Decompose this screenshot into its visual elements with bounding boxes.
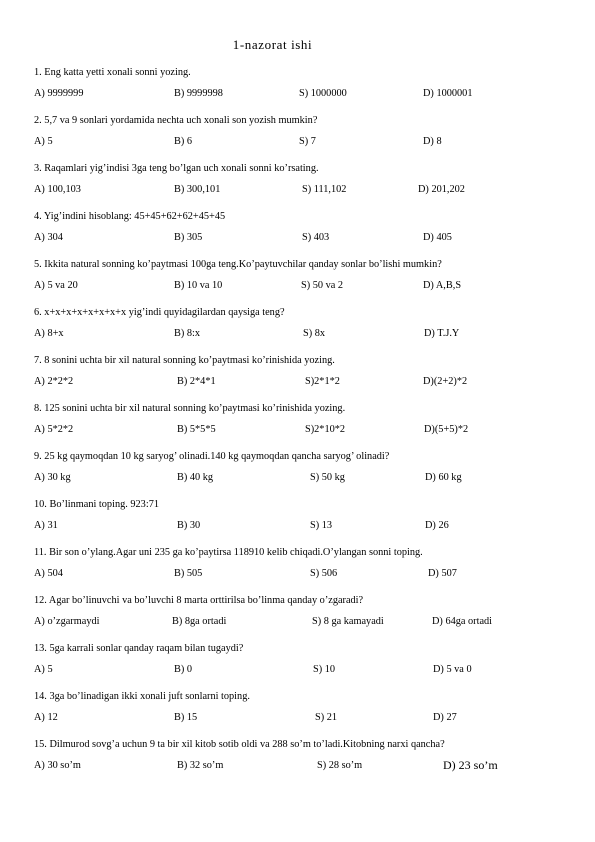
answer-option: A) 30 so’m	[34, 760, 81, 771]
answer-option: S) 13	[310, 520, 333, 531]
answer-option: A) 5	[34, 136, 53, 147]
answer-option: S) 8x	[303, 328, 326, 339]
answer-options	[0, 376, 595, 388]
answer-option: D) 23 so’m	[443, 758, 498, 772]
answer-option: D) 5 va 0	[433, 664, 472, 675]
answer-option: D) 26	[425, 520, 449, 531]
question-text: 8. 125 sonini uchta bir xil natural sonning ko’paytmasi ko’rinishida yozing.	[34, 403, 346, 414]
answer-option: D) 27	[433, 712, 457, 723]
answer-options	[0, 616, 595, 628]
answer-option: A) 304	[34, 232, 63, 243]
answer-option: A) 2*2*2	[34, 376, 74, 387]
question-text: 11. Bir son o’ylang.Agar uni 235 ga ko’paytirsa 118910 kelib chiqadi.O’ylangan sonni toping.	[34, 547, 423, 558]
answer-option: S) 28 so’m	[317, 760, 363, 771]
answer-options	[0, 328, 595, 340]
answer-option: B) 6	[174, 136, 193, 147]
answer-option: D)(5+5)*2	[424, 424, 469, 435]
answer-option: B) 300,101	[174, 184, 221, 195]
answer-option: B) 30	[177, 520, 201, 531]
answer-option: D) 507	[428, 568, 457, 579]
answer-options	[0, 520, 595, 532]
answer-option: S)2*10*2	[305, 424, 346, 435]
question-text: 5. Ikkita natural sonning ko’paytmasi 100ga teng.Ko’paytuvchilar qanday sonlar bo’lishi mumkin?	[34, 259, 442, 270]
answer-option: A) 100,103	[34, 184, 81, 195]
question-text: 7. 8 sonini uchta bir xil natural sonning ko’paytmasi ko’rinishida yozing.	[34, 355, 335, 366]
answer-options	[0, 184, 595, 196]
answer-options	[0, 472, 595, 484]
answer-options	[0, 280, 595, 292]
question-text: 1. Eng katta yetti xonali sonni yozing.	[34, 67, 191, 78]
question-text: 4. Yig’indini hisoblang: 45+45+62+62+45+45	[34, 211, 226, 222]
answer-option: S) 7	[299, 136, 316, 147]
answer-option: A) 5*2*2	[34, 424, 74, 435]
answer-option: A) 504	[34, 568, 63, 579]
answer-option: B) 5*5*5	[177, 424, 216, 435]
question-text: 15. Dilmurod sovg’a uchun 9 ta bir xil kitob sotib oldi va 288 so’m to’ladi.Kitobning narxi qancha?	[34, 739, 445, 750]
answer-options	[0, 568, 595, 580]
answer-option: A) 5 va 20	[34, 280, 78, 291]
answer-option: A) 9999999	[34, 88, 84, 99]
answer-options	[0, 760, 595, 772]
question-text: 3. Raqamlari yig’indisi 3ga teng bo’lgan uch xonali sonni ko’rsating.	[34, 163, 319, 174]
answer-option: B) 8ga ortadi	[172, 616, 227, 627]
question-text: 2. 5,7 va 9 sonlari yordamida nechta uch xonali son yozish mumkin?	[34, 115, 318, 126]
answer-option: A) 5	[34, 664, 53, 675]
answer-option: S)2*1*2	[305, 376, 340, 387]
answer-options	[0, 88, 595, 100]
question-text: 10. Bo’linmani toping. 923:71	[34, 499, 159, 510]
answer-option: D) 405	[423, 232, 452, 243]
answer-option: B) 0	[174, 664, 193, 675]
answer-option: D)(2+2)*2	[423, 376, 468, 387]
answer-option: S) 50 kg	[310, 472, 345, 483]
answer-options	[0, 712, 595, 724]
question-text: 14. 3ga bo’linadigan ikki xonali juft sonlarni toping.	[34, 691, 250, 702]
page-title: 1-nazorat ishi	[232, 37, 313, 52]
answer-option: S) 50 va 2	[301, 280, 344, 291]
answer-options	[0, 424, 595, 436]
answer-option: S) 403	[302, 232, 330, 243]
question-text: 9. 25 kg qaymoqdan 10 kg saryog’ olinadi.140 kg qaymoqdan qancha saryog’ olinadi?	[34, 451, 390, 462]
question-text: 13. 5ga karrali sonlar qanday raqam bilan tugaydi?	[34, 643, 244, 654]
answer-option: S) 1000000	[299, 88, 347, 99]
answer-option: B) 305	[174, 232, 203, 243]
answer-option: D) 8	[423, 136, 442, 147]
answer-option: D) 64ga ortadi	[432, 616, 493, 627]
answer-option: A) o’zgarmaydi	[34, 616, 100, 627]
answer-option: B) 8:x	[174, 328, 201, 339]
answer-option: D) 201,202	[418, 184, 465, 195]
answer-options	[0, 664, 595, 676]
answer-option: S) 8 ga kamayadi	[312, 616, 384, 627]
answer-option: D) 1000001	[423, 88, 473, 99]
answer-option: B) 15	[174, 712, 198, 723]
answer-option: B) 32 so’m	[177, 760, 224, 771]
answer-option: B) 10 va 10	[174, 280, 223, 291]
answer-option: S) 111,102	[302, 184, 347, 195]
answer-option: A) 12	[34, 712, 58, 723]
question-text: 6. x+x+x+x+x+x+x+x yig’indi quyidagilardan qaysiga teng?	[34, 307, 285, 318]
answer-option: S) 10	[313, 664, 336, 675]
answer-option: B) 40 kg	[177, 472, 214, 483]
answer-option: D) A,B,S	[423, 280, 462, 291]
answer-option: A) 30 kg	[34, 472, 71, 483]
answer-option: D) T.J.Y	[424, 328, 460, 339]
answer-option: B) 2*4*1	[177, 376, 216, 387]
answer-option: A) 8+x	[34, 328, 64, 339]
answer-option: A) 31	[34, 520, 58, 531]
answer-option: S) 21	[315, 712, 338, 723]
question-text: 12. Agar bo’linuvchi va bo’luvchi 8 marta orttirilsa bo’linma qanday o’zgaradi?	[34, 595, 364, 606]
answer-option: S) 506	[310, 568, 338, 579]
answer-option: B) 505	[174, 568, 203, 579]
answer-options	[0, 136, 595, 148]
answer-option: B) 9999998	[174, 88, 223, 99]
answer-options	[0, 232, 595, 244]
answer-option: D) 60 kg	[425, 472, 462, 483]
